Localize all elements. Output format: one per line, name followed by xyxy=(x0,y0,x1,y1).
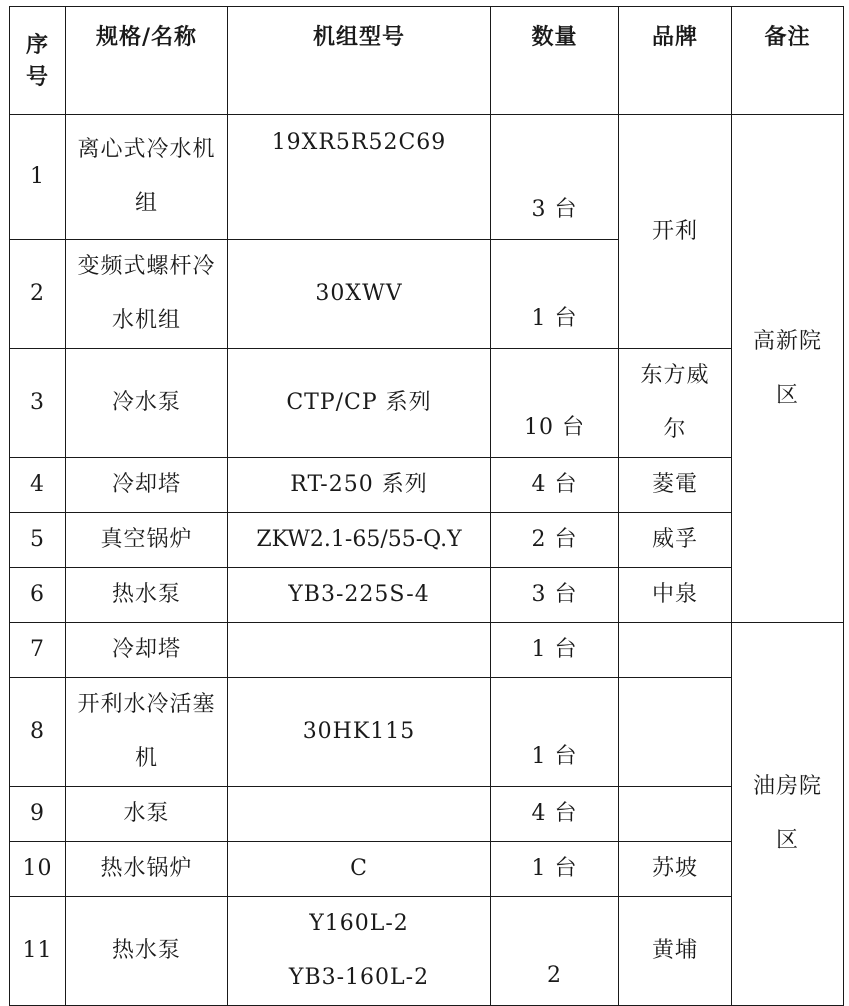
brand-cell-merged: 开利 xyxy=(619,115,732,349)
brand-cell: 威孚 xyxy=(619,513,732,568)
table-row xyxy=(10,349,844,458)
seq-cell: 5 xyxy=(10,513,66,568)
spec-text: 开利水冷活塞机 xyxy=(77,692,216,771)
seq-cell: 11 xyxy=(10,897,66,1006)
seq-cell: 9 xyxy=(10,787,66,842)
qty-cell: 4 台 xyxy=(491,787,619,842)
equipment-table xyxy=(9,6,844,1006)
qty-cell: 2 xyxy=(491,897,619,1006)
table-row xyxy=(10,115,844,240)
seq-cell: 8 xyxy=(10,678,66,787)
qty-cell: 3 台 xyxy=(491,568,619,623)
model-line-1: Y160L-2 xyxy=(309,911,409,936)
model-cell: C xyxy=(228,842,491,897)
spec-cell xyxy=(66,240,228,349)
area-text-top: 高新院区 xyxy=(752,328,822,408)
table-row xyxy=(10,458,844,513)
qty-cell: 1 台 xyxy=(491,678,619,787)
spec-text: 变频式螺杆冷水机组 xyxy=(77,254,216,333)
spec-cell: 冷水泵 xyxy=(66,349,228,458)
model-line-2: YB3-160L-2 xyxy=(288,965,430,990)
header-brand: 品牌 xyxy=(619,7,732,115)
header-qty: 数量 xyxy=(491,7,619,115)
brand-cell: 中泉 xyxy=(619,568,732,623)
spec-cell xyxy=(66,115,228,240)
seq-cell: 1 xyxy=(10,115,66,240)
brand-text: 东方威尔 xyxy=(640,363,710,442)
area-cell-bottom xyxy=(732,623,844,1006)
table-row xyxy=(10,787,844,842)
header-seq: 序号 xyxy=(10,7,66,115)
model-cell: 30XWV xyxy=(228,240,491,349)
header-model: 机组型号 xyxy=(228,7,491,115)
model-cell xyxy=(228,787,491,842)
brand-cell: 苏坡 xyxy=(619,842,732,897)
model-cell xyxy=(228,897,491,1006)
model-cell xyxy=(228,623,491,678)
header-spec: 规格/名称 xyxy=(66,7,228,115)
spec-cell: 热水泵 xyxy=(66,568,228,623)
table-row xyxy=(10,513,844,568)
qty-cell: 1 台 xyxy=(491,240,619,349)
table-row xyxy=(10,623,844,678)
qty-cell: 1 台 xyxy=(491,623,619,678)
brand-cell xyxy=(619,787,732,842)
brand-cell xyxy=(619,678,732,787)
header-row xyxy=(10,7,844,115)
header-note: 备注 xyxy=(732,7,844,115)
qty-cell: 4 台 xyxy=(491,458,619,513)
spec-cell: 热水锅炉 xyxy=(66,842,228,897)
spec-cell: 冷却塔 xyxy=(66,458,228,513)
qty-cell: 1 台 xyxy=(491,842,619,897)
model-cell: ZKW2.1-65/55-Q.Y xyxy=(228,513,491,568)
spec-text: 离心式冷水机组 xyxy=(77,137,216,216)
brand-cell: 菱電 xyxy=(619,458,732,513)
brand-cell xyxy=(619,623,732,678)
model-cell: 19XR5R52C69 xyxy=(228,115,491,240)
table-row xyxy=(10,678,844,787)
brand-cell: 黄埔 xyxy=(619,897,732,1006)
seq-cell: 10 xyxy=(10,842,66,897)
seq-cell: 7 xyxy=(10,623,66,678)
seq-cell: 6 xyxy=(10,568,66,623)
spec-cell xyxy=(66,678,228,787)
area-text-bottom: 油房院区 xyxy=(752,774,822,853)
qty-cell: 2 台 xyxy=(491,513,619,568)
model-cell: CTP/CP 系列 xyxy=(228,349,491,458)
seq-cell: 4 xyxy=(10,458,66,513)
model-cell: YB3-225S-4 xyxy=(228,568,491,623)
area-cell-top xyxy=(732,115,844,623)
spec-cell: 热水泵 xyxy=(66,897,228,1006)
qty-cell: 10 台 xyxy=(491,349,619,458)
spec-cell: 真空锅炉 xyxy=(66,513,228,568)
seq-cell: 3 xyxy=(10,349,66,458)
spec-cell: 冷却塔 xyxy=(66,623,228,678)
table-row xyxy=(10,568,844,623)
seq-cell: 2 xyxy=(10,240,66,349)
spec-cell: 水泵 xyxy=(66,787,228,842)
table-row xyxy=(10,897,844,1006)
model-cell: RT-250 系列 xyxy=(228,458,491,513)
table-row xyxy=(10,842,844,897)
brand-cell xyxy=(619,349,732,458)
model-cell: 30HK115 xyxy=(228,678,491,787)
qty-cell: 3 台 xyxy=(491,115,619,240)
